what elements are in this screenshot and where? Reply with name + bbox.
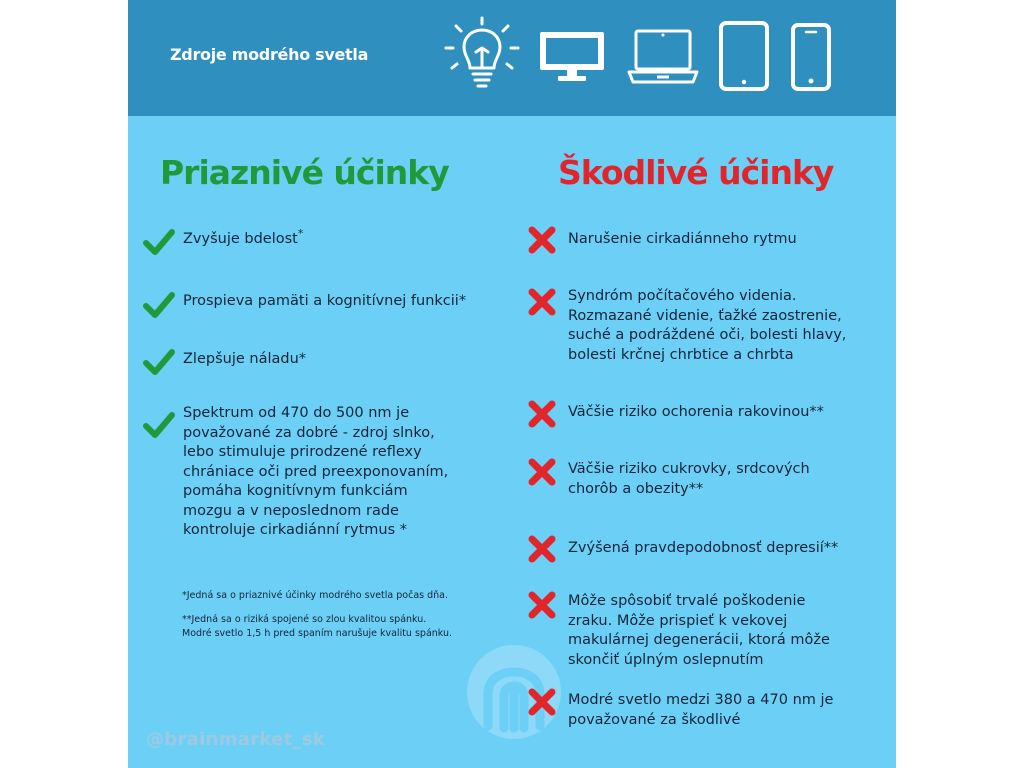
monitor-icon bbox=[538, 30, 606, 84]
header-bar bbox=[128, 0, 896, 116]
check-icon bbox=[142, 227, 176, 257]
benefits-heading: Priaznivé účinky bbox=[160, 153, 449, 192]
cross-icon bbox=[526, 589, 558, 621]
laptop-icon bbox=[627, 28, 699, 86]
footnote: *Jedná sa o priaznivé účinky modrého svetla počas dňa. bbox=[182, 590, 449, 601]
harm-item: Väčšie riziko ochorenia rakovinou** bbox=[568, 404, 824, 420]
social-handle: @brainmarket_sk bbox=[146, 729, 326, 750]
benefit-item: Zlepšuje náladu* bbox=[183, 351, 307, 367]
check-icon bbox=[142, 290, 176, 320]
footnote: **Jedná sa o riziká spojené so zlou kvalitou spánku. Modré svetlo 1,5 h pred spaním narušuje kvalitu spánku. bbox=[182, 614, 453, 639]
harm-item: Narušenie cirkadiánneho rytmu bbox=[568, 231, 797, 247]
tablet-icon bbox=[718, 20, 770, 92]
lightbulb-icon bbox=[442, 16, 522, 96]
harm-item: Modré svetlo medzi 380 a 470 nm je považované za škodlivé bbox=[568, 692, 834, 728]
smartphone-icon bbox=[790, 22, 832, 92]
cross-icon bbox=[526, 398, 558, 430]
harm-item: Zvýšená pravdepodobnosť depresií** bbox=[568, 540, 839, 556]
harm-item: Môže spôsobiť trvalé poškodenie zraku. Môže prispieť k vekovej makulárnej degenerácii, ktorá môže skončiť úplným oslepnutím bbox=[568, 593, 830, 668]
cross-icon bbox=[526, 286, 558, 318]
harms-heading: Škodlivé účinky bbox=[558, 153, 834, 192]
check-icon bbox=[142, 347, 176, 377]
infographic bbox=[128, 0, 896, 768]
cross-icon bbox=[526, 456, 558, 488]
cross-icon bbox=[526, 224, 558, 256]
header-title: Zdroje modrého svetla bbox=[170, 45, 369, 64]
benefit-item: Spektrum od 470 do 500 nm je považované za dobré - zdroj slnko, lebo stimuluje prirodzené reflexy chrániace oči pred preexponovaním, pomáha kognitívnym funkciám mozgu a v neposlednom rade kontroluje cirkadiánní rytmus * bbox=[183, 405, 449, 538]
benefit-item: Prospieva pamäti a kognitívnej funkcii* bbox=[183, 293, 467, 309]
benefit-item: Zvyšuje bdelost* bbox=[183, 227, 304, 247]
check-icon bbox=[142, 410, 176, 440]
harm-item: Syndróm počítačového videnia. Rozmazané videnie, ťažké zaostrenie, suché a podráždené oči, bolesti hlavy, bolesti krčnej chrbtice a chrbta bbox=[568, 288, 847, 363]
harm-item: Väčšie riziko cukrovky, srdcových chorôb a obezity** bbox=[568, 461, 810, 497]
cross-icon bbox=[526, 533, 558, 565]
cross-icon bbox=[526, 686, 558, 718]
